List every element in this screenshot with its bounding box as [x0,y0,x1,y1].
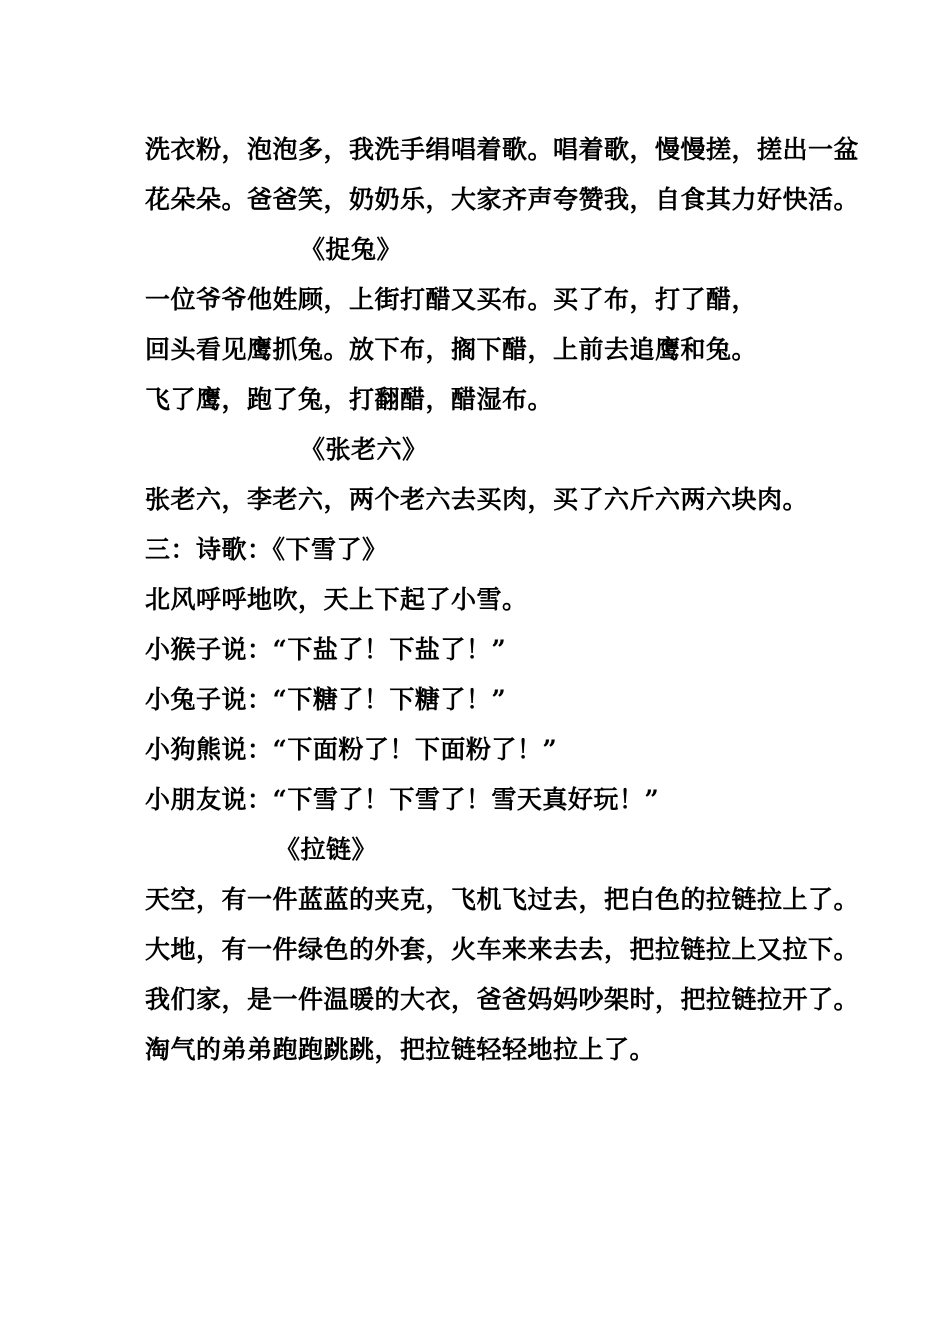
section-title: 《拉链》 [275,835,378,864]
paragraph-line: 小猴子说：“下盐了！下盐了！” [145,635,507,664]
section-heading: 三：诗歌：《下雪了》 [145,535,388,564]
paragraph-line: 花朵朵。爸爸笑，奶奶乐，大家齐声夸赞我，自食其力好快活。 [145,185,860,214]
paragraph-line: 大地，有一件绿色的外套，火车来来去去，把拉链拉上又拉下。 [145,935,860,964]
section-title: 《捉兔》 [300,235,403,264]
paragraph-line: 小朋友说：“下雪了！下雪了！雪天真好玩！” [145,785,660,814]
paragraph-line: 回头看见鹰抓兔。放下布，搁下醋，上前去追鹰和兔。 [145,335,758,364]
paragraph-line: 天空，有一件蓝蓝的夹克，飞机飞过去，把白色的拉链拉上了。 [145,885,860,914]
paragraph-line: 北风呼呼地吹，天上下起了小雪。 [145,585,528,614]
paragraph-line: 张老六，李老六，两个老六去买肉，买了六斤六两六块肉。 [145,485,809,514]
paragraph-line: 洗衣粉，泡泡多，我洗手绢唱着歌。唱着歌，慢慢搓，搓出一盆 [145,135,860,164]
paragraph-line: 淘气的弟弟跑跑跳跳，把拉链轻轻地拉上了。 [145,1035,656,1064]
section-title: 《张老六》 [300,435,428,464]
paragraph-line: 一位爷爷他姓顾，上街打醋又买布。买了布，打了醋， [145,285,758,314]
paragraph-line: 小兔子说：“下糖了！下糖了！” [145,685,507,714]
paragraph-line: 小狗熊说：“下面粉了！下面粉了！” [145,735,558,764]
paragraph-line: 我们家，是一件温暖的大衣，爸爸妈妈吵架时，把拉链拉开了。 [145,985,860,1014]
paragraph-line: 飞了鹰，跑了兔，打翻醋，醋湿布。 [145,385,554,414]
